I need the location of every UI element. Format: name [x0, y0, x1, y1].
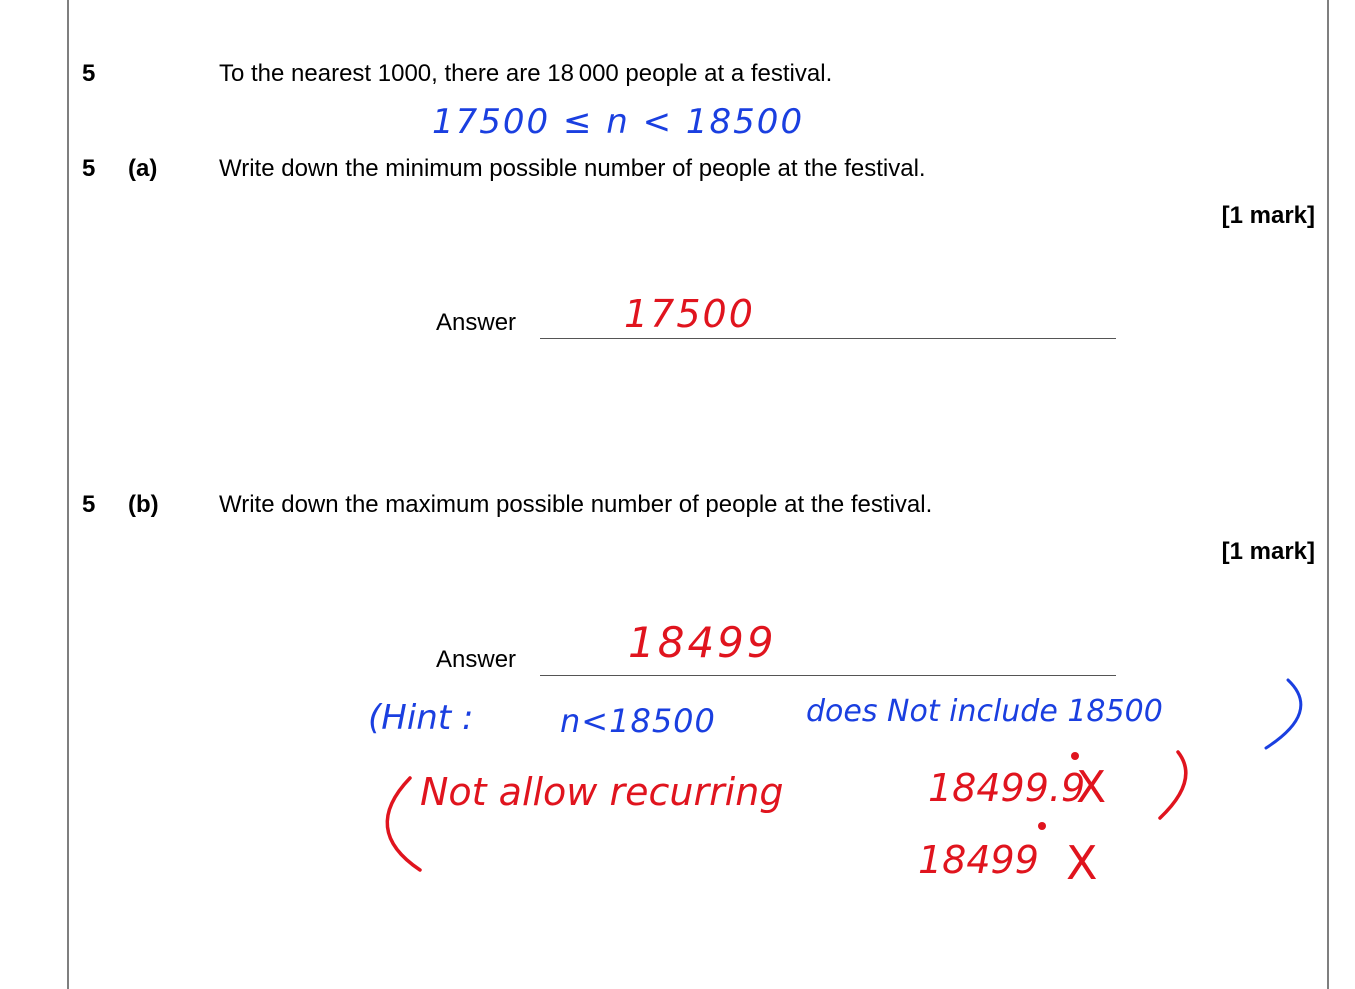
- bad-value-1: 18499.9: [928, 766, 1086, 810]
- part-b-answer-line[interactable]: [540, 675, 1116, 676]
- part-a-text: Write down the minimum possible number of people at the festival.: [219, 155, 926, 182]
- part-b-text: Write down the maximum possible number of people at the festival.: [219, 491, 933, 518]
- part-a-handwritten-answer: 17500: [624, 292, 755, 336]
- part-b-number: 5: [82, 491, 96, 518]
- part-b-label: (b): [128, 491, 159, 518]
- wrong-mark-2: X: [1066, 836, 1098, 890]
- question-stem: To the nearest 1000, there are 18 000 people at a festival.: [219, 60, 833, 87]
- part-a-answer-line[interactable]: [540, 338, 1116, 339]
- part-b-marks: [1 mark]: [1221, 538, 1315, 565]
- recurring-dot-1: [1071, 752, 1079, 760]
- part-b-answer-label: Answer: [436, 646, 517, 673]
- bad-value-2: 18499: [918, 838, 1039, 882]
- handwritten-inequality: 17500 ≤ n < 18500: [432, 102, 805, 142]
- red-close-bracket: [1160, 752, 1186, 818]
- question-number: 5: [82, 60, 96, 87]
- recurring-dot-2: [1038, 822, 1046, 830]
- wrong-mark-1: X: [1076, 762, 1107, 813]
- hint-text: does Not include 18500: [806, 694, 1163, 729]
- not-allow-text: Not allow recurring: [420, 770, 784, 814]
- blue-close-bracket: [1266, 680, 1301, 748]
- part-a-answer-label: Answer: [436, 309, 517, 336]
- part-a-label: (a): [128, 155, 158, 182]
- red-open-bracket: [387, 778, 420, 870]
- hint-inequality: n<18500: [560, 702, 716, 740]
- part-a-number: 5: [82, 155, 96, 182]
- hint-open: (Hint :: [368, 698, 474, 738]
- part-b-handwritten-answer: 18499: [628, 618, 777, 667]
- page-border-left: [67, 0, 69, 989]
- page-border-right: [1327, 0, 1329, 989]
- part-a-marks: [1 mark]: [1221, 202, 1315, 229]
